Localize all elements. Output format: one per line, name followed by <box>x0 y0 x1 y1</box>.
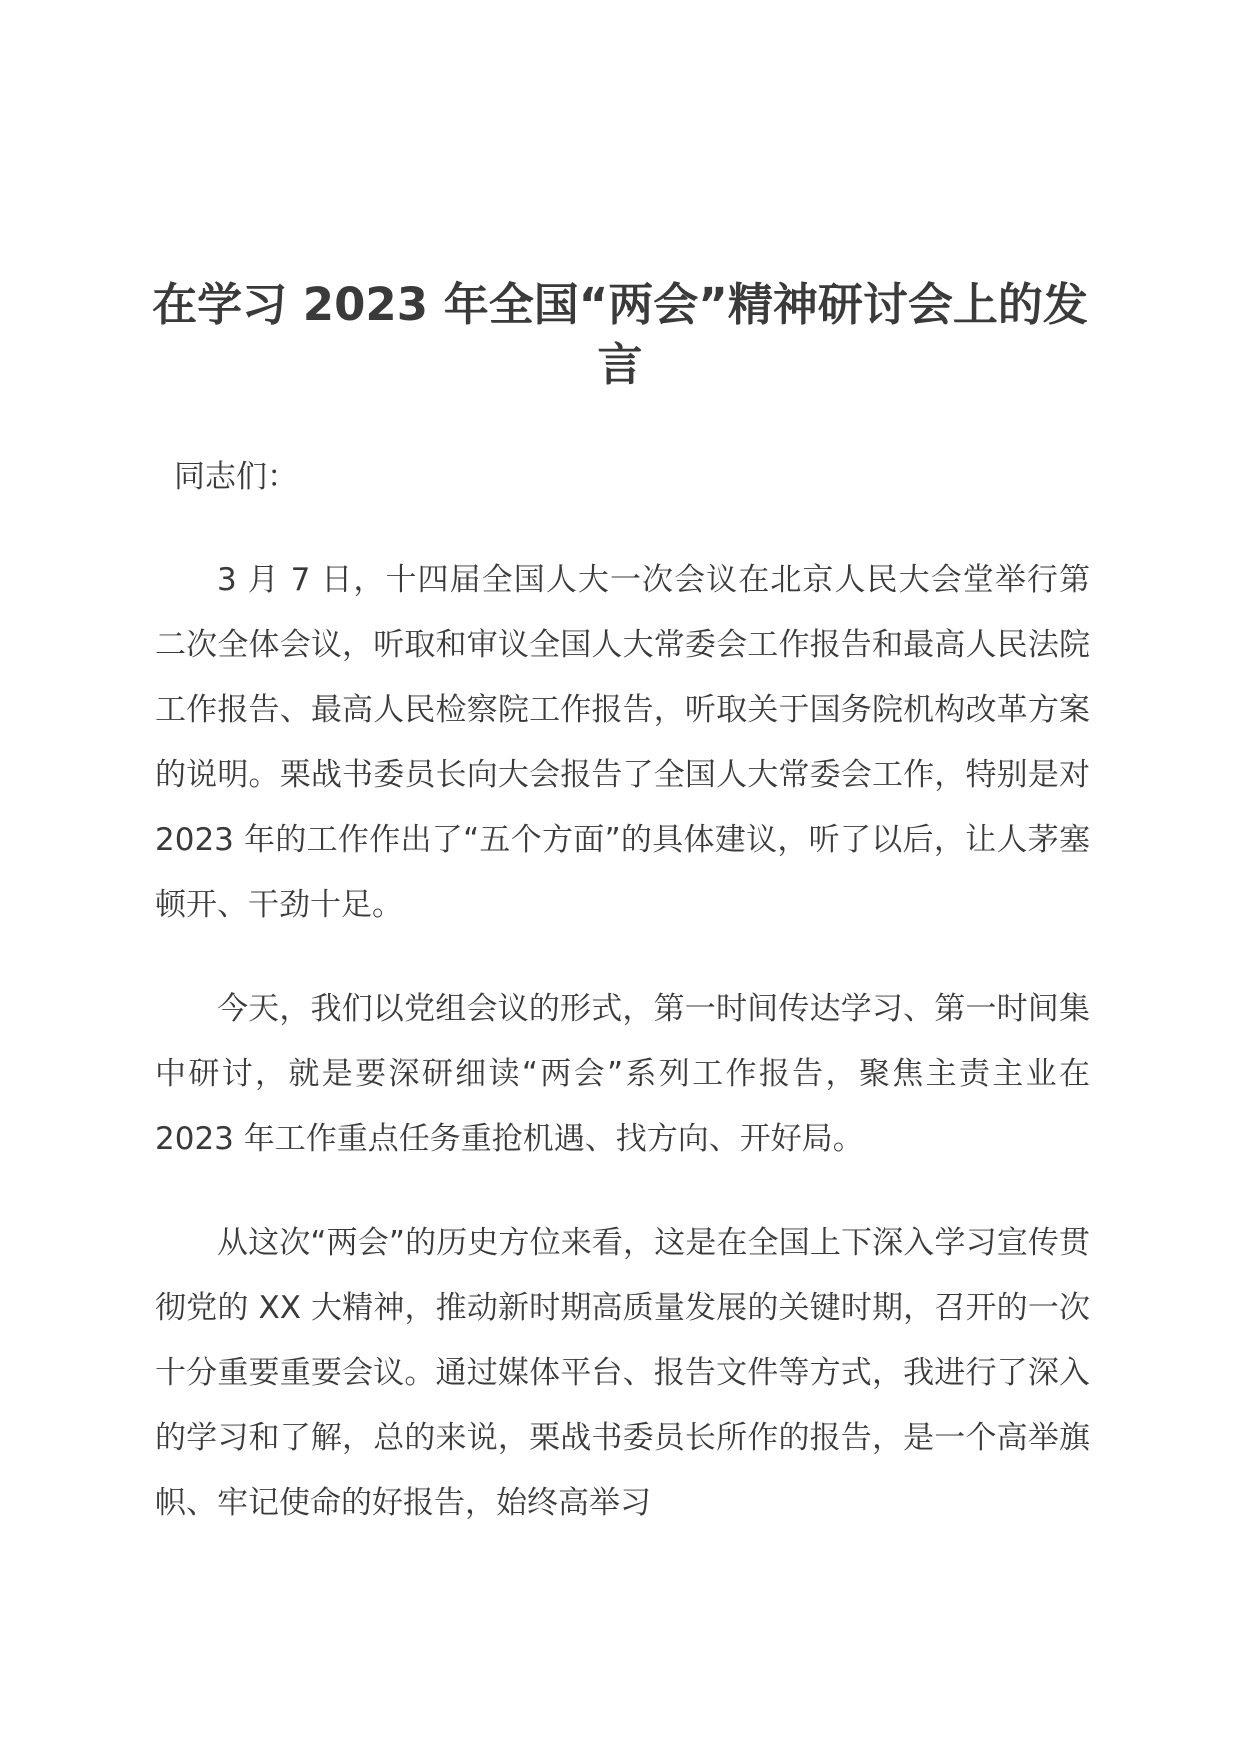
document-title: 在学习 2023 年全国“两会”精神研讨会上的发言 <box>152 278 1088 391</box>
body-paragraph: 从这次“两会”的历史方位来看，这是在全国上下深入学习宣传贯彻党的 XX 大精神，推动新时期高质量发展的关键时期，召开的一次十分重要重要会议。通过媒体平台、报告文件等方式，我进行了深入的学习和了解，总的来说，栗战书委员长所作的报告，是一个高举旗帜、牢记使命的好报告，始终高举习 <box>155 1225 1090 1521</box>
body-paragraph: 3 月 7 日，十四届全国人大一次会议在北京人民大会堂举行第二次全体会议，听取和审议全国人大常委会工作报告和最高人民法院工作报告、最高人民检察院工作报告，听取关于国务院机构改革方案的说明。栗战书委员长向大会报告了全国人大常委会工作，特别是对 2023 年的工作作出了“五个方面”的具体建议，听了以后，让人茅塞顿开、干劲十足。 <box>155 562 1090 923</box>
body-paragraph: 今天，我们以党组会议的形式，第一时间传达学习、第一时间集中研讨，就是要深研细读“两会”系列工作报告，聚焦主责主业在 2023 年工作重点任务重抢机遇、找方向、开好局。 <box>155 991 1090 1157</box>
salutation: 同志们： <box>174 459 298 495</box>
